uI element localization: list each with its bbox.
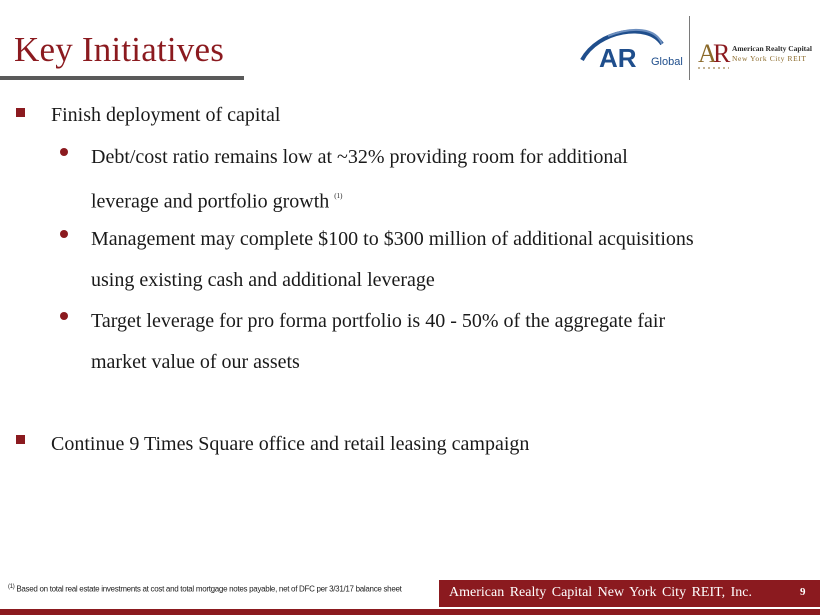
- bullet-square: [16, 435, 25, 444]
- arc-logo-line1: American Realty Capital: [732, 44, 812, 53]
- footnote-marker: (1): [8, 584, 15, 590]
- arc-logo-line2: New York City REIT: [732, 54, 807, 63]
- ar-global-mark: AR: [599, 43, 637, 73]
- page-number: 9: [800, 586, 806, 598]
- svg-text:R: R: [713, 39, 731, 68]
- sub-bullet-debt-line2-text: leverage and portfolio growth: [91, 190, 330, 213]
- ar-global-sub: Global: [651, 56, 683, 68]
- footnote: [8, 582, 433, 595]
- sub-bullet-dot: [60, 148, 68, 156]
- footnote-text: Based on total real estate investments at cost and total mortgage notes payable, net of DFC per 3/31/17 balance sheet: [16, 584, 402, 594]
- sub-bullet-dot: [60, 312, 68, 320]
- svg-text:A: A: [698, 39, 717, 68]
- sub-bullet-leverage-line1: Target leverage for pro forma portfolio is 40 - 50% of the aggregate fair: [91, 310, 666, 332]
- sub-bullet-debt-line2: [91, 178, 342, 223]
- page-title: Key Initiatives: [14, 30, 225, 69]
- sub-bullet-leverage-line2: market value of our assets: [91, 351, 300, 373]
- bullet-finish-deployment: Finish deployment of capital: [51, 104, 281, 126]
- sub-bullet-dot: [60, 230, 68, 238]
- bullet-square: [16, 108, 25, 117]
- bullet-times-square: Continue 9 Times Square office and retail leasing campaign: [51, 433, 530, 455]
- sub-bullet-acquisitions-line1: Management may complete $100 to $300 million of additional acquisitions: [91, 228, 694, 250]
- bottom-rule: [0, 609, 820, 615]
- sub-bullet-acquisitions-line2: using existing cash and additional leverage: [91, 269, 435, 291]
- footer-company: American Realty Capital New York City REIT, Inc.: [449, 585, 753, 600]
- sub-bullet-debt-line1: Debt/cost ratio remains low at ~32% providing room for additional: [91, 146, 628, 168]
- footnote-ref: (1): [334, 192, 343, 200]
